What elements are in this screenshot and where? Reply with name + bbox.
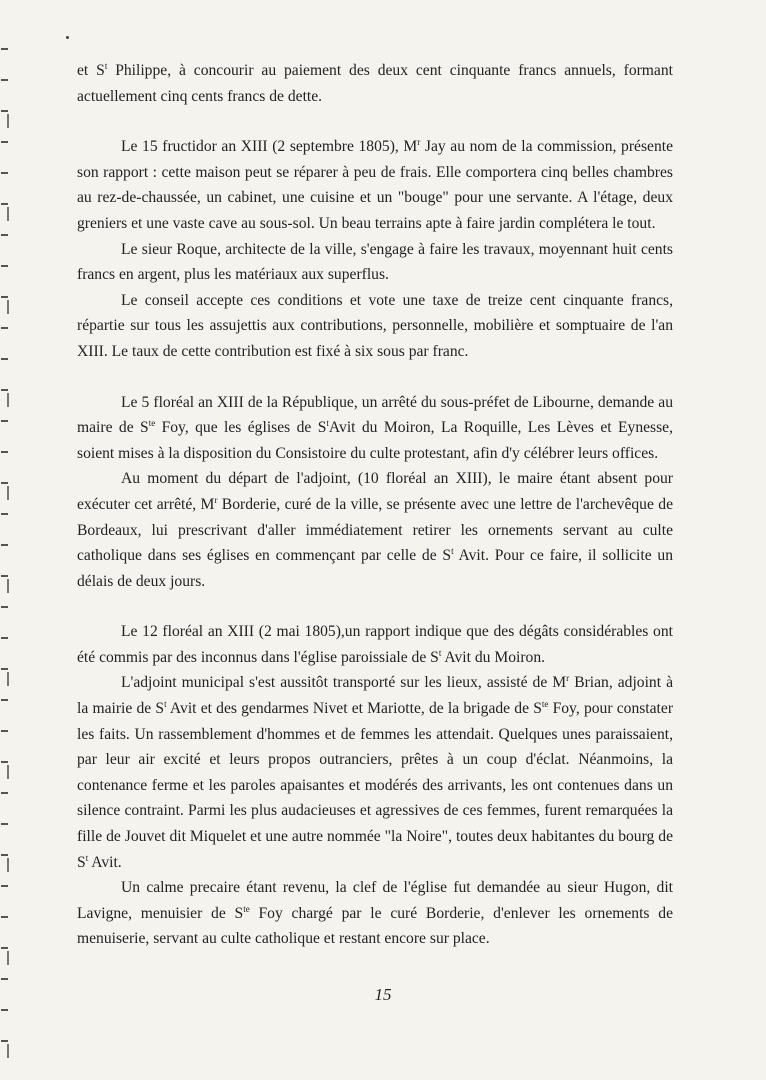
paragraph-p0 xyxy=(77,58,673,109)
paragraph-p5 xyxy=(77,466,673,594)
paragraph-p8 xyxy=(77,875,673,952)
text-run: Philippe, à concourir au paiement des deux cent cinquante francs annuels, formant actuellement cinq cents francs de dette. xyxy=(77,62,673,105)
binding-tick xyxy=(1,327,8,329)
superscript: t xyxy=(164,699,167,710)
paragraph-p2 xyxy=(77,237,673,288)
paragraph-p3 xyxy=(77,288,673,365)
body-text xyxy=(77,58,673,952)
binding-tick xyxy=(7,858,9,872)
binding-tick xyxy=(1,916,8,918)
scan-speck xyxy=(66,36,69,39)
binding-tick xyxy=(1,823,8,825)
binding-tick xyxy=(1,79,8,81)
text-run: Brian, adjoint à la mairie de S xyxy=(77,674,674,718)
text-run: et S xyxy=(77,62,105,79)
binding-tick xyxy=(1,947,8,949)
binding-tick xyxy=(7,1044,9,1058)
binding-tick xyxy=(1,513,8,515)
binding-tick xyxy=(1,48,8,50)
superscript: te xyxy=(243,903,250,914)
text-run: Avit et des gendarmes Nivet et Mariotte, de la brigade de S xyxy=(166,700,542,718)
binding-tick xyxy=(1,482,8,484)
binding-tick xyxy=(1,668,8,670)
binding-tick xyxy=(1,854,8,856)
text-run: Avit. xyxy=(88,853,122,871)
paragraph-p4 xyxy=(77,390,673,467)
binding-tick xyxy=(7,393,9,407)
binding-tick xyxy=(1,606,8,608)
text-run: Le 12 floréal an XIII (2 mai 1805),un rapport indique que des dégâts considérables ont été commis par des inconnus dans l'église paroissiale de S xyxy=(77,623,673,666)
superscript: r xyxy=(214,494,218,505)
text-run: Borderie, curé de la ville, se présente avec une lettre de l'archevêque de Bordeaux, lui prescrivant d'aller immédiatement retirer les ornements servant au culte catholique dans ses églises en commençant par celle de S xyxy=(77,495,673,565)
superscript: t xyxy=(451,546,454,557)
text-run: Le 15 fructidor an XIII (2 septembre 1805), M xyxy=(121,138,418,156)
paragraph-p1 xyxy=(77,134,673,236)
text-run: Avit. Pour ce faire, il sollicite un délais de deux jours. xyxy=(77,547,673,590)
text-run: L'adjoint municipal s'est aussitôt transporté sur les lieux, assisté de M xyxy=(121,674,567,692)
binding-tick xyxy=(1,172,8,174)
superscript: r xyxy=(417,137,421,148)
superscript: t xyxy=(104,61,108,71)
binding-tick xyxy=(1,699,8,701)
text-run: Foy, pour constater les faits. Un rassemblement d'hommes et de femmes les attendait. Quelques unes paraissaient, par leur air excité et leurs propos outranciers, prêtes à un coup d'éclat. Néanmoins, la contenance ferme et les paroles apaisantes et modérés des arrivants, les ont contenues dans un silence contraint. Parmi les plus audacieuses et agressives de ces femmes, furent remarquées la fille de Jouvet dit Miquelet et une autre nommée "la Noire", toutes deux habitantes du bourg de S xyxy=(77,700,674,871)
binding-tick xyxy=(7,114,9,128)
binding-tick xyxy=(1,761,8,763)
binding-tick xyxy=(1,358,8,360)
binding-tick xyxy=(1,296,8,298)
text-run: Le conseil accepte ces conditions et vote une taxe de treize cent cinquante francs, répartie sur tous les assujettis aux contributions, personnelle, mobilière et somptuaire de l'an XIII. Le taux de cette contribution est fixé à six sous par franc. xyxy=(77,291,673,360)
text-run: Au moment du départ de l'adjoint, (10 floréal an XIII), le maire étant absent pour exécuter cet arrêté, M xyxy=(77,470,673,513)
text-run: Un calme precaire étant revenu, la clef de l'église fut demandée au sieur Hugon, dit Lavigne, menuisier de S xyxy=(77,879,673,922)
superscript: te xyxy=(541,699,549,710)
binding-tick xyxy=(1,420,8,422)
binding-tick xyxy=(1,885,8,887)
binding-tick xyxy=(1,389,8,391)
paragraph-p7 xyxy=(77,670,673,875)
superscript: te xyxy=(148,418,156,429)
text-run: Le sieur Roque, architecte de la ville, s'engage à faire les travaux, moyennant huit cents francs en argent, plus les matériaux aux superflus. xyxy=(77,240,673,284)
binding-tick xyxy=(1,110,8,112)
binding-tick xyxy=(1,978,8,980)
binding-tick xyxy=(1,265,8,267)
binding-tick xyxy=(1,141,8,143)
text-run: Foy chargé par le curé Borderie, d'enlever les ornements de menuiserie, servant au culte catholique et restant encore sur place. xyxy=(77,904,673,948)
page-number: 15 xyxy=(374,985,392,1004)
binding-tick xyxy=(7,579,9,593)
text-run: Le 5 floréal an XIII de la République, un arrêté du sous-préfet de Libourne, demande au maire de S xyxy=(77,393,673,437)
binding-tick xyxy=(1,575,8,577)
binding-tick xyxy=(1,792,8,794)
superscript: t xyxy=(85,852,89,863)
paragraph-p6 xyxy=(77,619,673,670)
binding-tick xyxy=(7,486,9,500)
binding-tick xyxy=(1,451,8,453)
binding-tick xyxy=(1,730,8,732)
binding-tick xyxy=(7,765,9,779)
binding-tick xyxy=(1,544,8,546)
binding-tick xyxy=(1,1040,8,1042)
superscript: t xyxy=(326,418,329,429)
binding-tick xyxy=(7,672,9,686)
text-run: Foy, que les églises de S xyxy=(155,419,327,437)
binding-tick xyxy=(7,951,9,965)
binding-edge-marks xyxy=(0,0,14,1080)
binding-tick xyxy=(1,1009,8,1011)
binding-tick xyxy=(1,637,8,639)
binding-tick xyxy=(7,207,9,221)
binding-tick xyxy=(1,234,8,236)
superscript: t xyxy=(438,647,442,658)
superscript: r xyxy=(566,673,570,684)
text-run: Jay au nom de la commission, présente son rapport : cette maison peut se réparer à peu de frais. Elle comportera cinq belles chambres au rez-de-chaussée, un cabinet, une cuisine et un "bouge" pour une servante. A l'étage, deux greniers et une vaste cave au sous-sol. Un beau terrains apte à faire jardin complétera le tout. xyxy=(77,138,673,232)
binding-tick xyxy=(1,203,8,205)
binding-tick xyxy=(7,300,9,314)
text-run: Avit du Moiron. xyxy=(441,648,546,666)
text-run: Avit du Moiron, La Roquille, Les Lèves et Eynesse, soient mises à la disposition du Consistoire du culte protestant, afin d'y célébrer leurs offices. xyxy=(77,419,673,462)
